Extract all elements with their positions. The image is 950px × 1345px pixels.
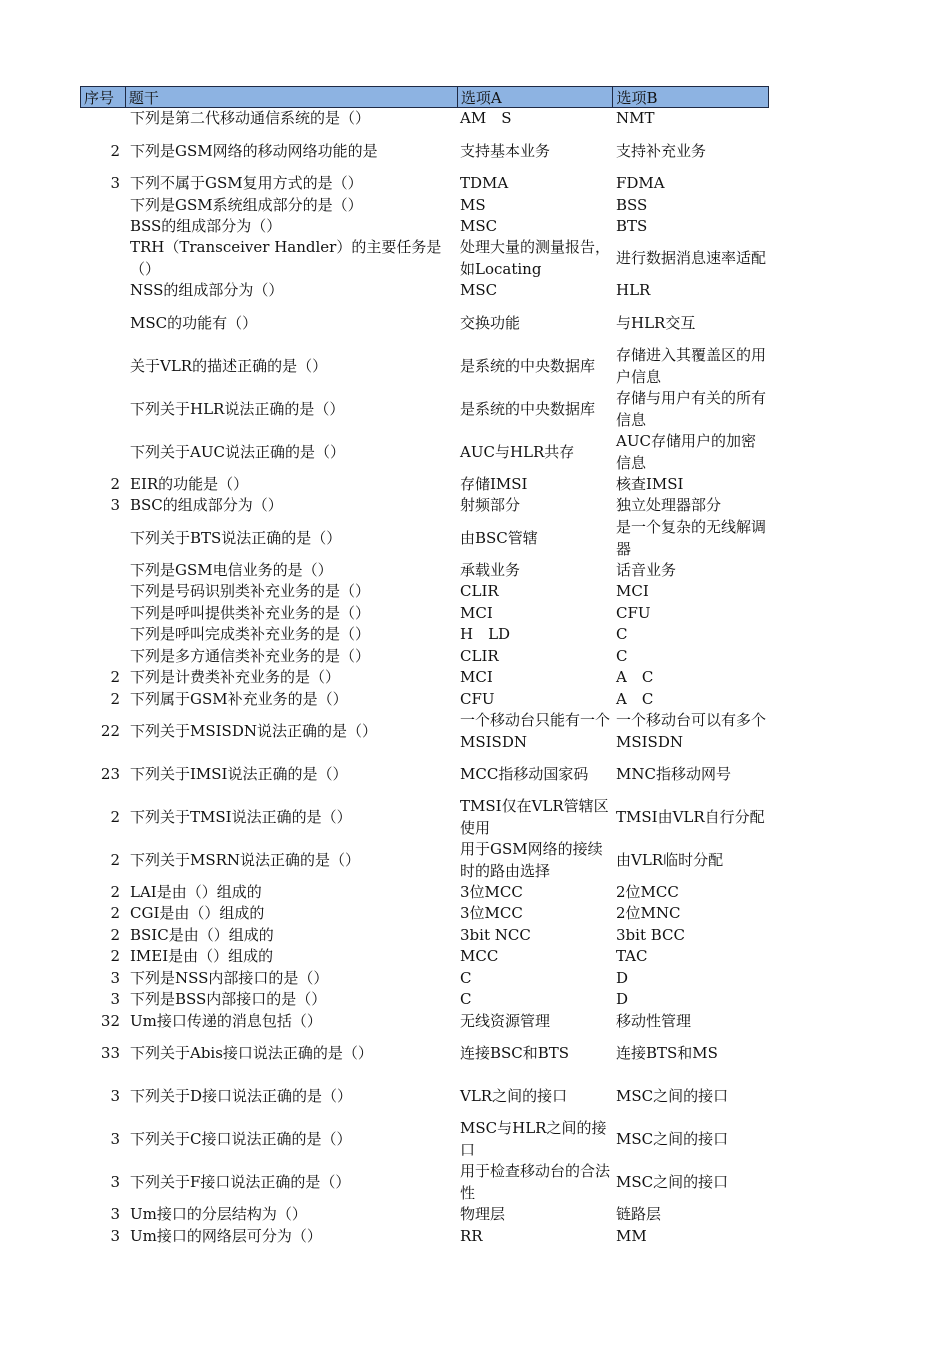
- table-row: [80, 689, 769, 710]
- cell-option-b[interactable]: 移动性管理: [616, 1011, 692, 1030]
- cell-question[interactable]: CGI是由（）组成的: [130, 904, 265, 923]
- cell-no[interactable]: 3: [110, 1086, 120, 1105]
- table-row: [80, 1011, 769, 1032]
- cell-question[interactable]: 下列不属于GSM复用方式的是（）: [130, 174, 363, 193]
- cell-no[interactable]: 3: [110, 174, 120, 193]
- cell-option-b[interactable]: 与HLR交互: [616, 313, 696, 332]
- cell-option-b[interactable]: 2位MNC: [616, 904, 681, 923]
- cell-no[interactable]: 2: [110, 689, 120, 708]
- cell-option-b[interactable]: C: [616, 625, 628, 644]
- table-row: [80, 1204, 769, 1226]
- cell-option-a[interactable]: 射频部分: [460, 496, 521, 515]
- cell-option-b[interactable]: 进行数据消息速率适配: [616, 248, 767, 267]
- cell-question[interactable]: 下列是呼叫提供类补充业务的是（）: [130, 603, 371, 622]
- cell-question[interactable]: 下列是呼叫完成类补充业务的是（）: [130, 625, 371, 644]
- table-row: [80, 173, 769, 195]
- cell-option-b[interactable]: MCI: [616, 582, 649, 601]
- cell-option-a[interactable]: VLR之间的接口: [460, 1086, 568, 1105]
- cell-option-a[interactable]: 存储IMSI: [460, 474, 528, 493]
- cell-option-a[interactable]: 物理层: [460, 1205, 506, 1224]
- cell-option-a[interactable]: 承载业务: [460, 560, 521, 579]
- table-row: [80, 1075, 769, 1118]
- table-row: [80, 946, 769, 968]
- cell-no[interactable]: 2: [110, 474, 120, 493]
- cell-question[interactable]: 下列是多方通信类补充业务的是（）: [130, 646, 371, 665]
- cell-option-b[interactable]: HLR: [616, 281, 651, 300]
- cell-option-b[interactable]: 链路层: [616, 1205, 662, 1224]
- cell-question[interactable]: LAI是由（）组成的: [130, 882, 262, 901]
- cell-no[interactable]: 2: [110, 925, 120, 944]
- table-body: [80, 108, 769, 1247]
- cell-question[interactable]: Um接口的分层结构为（）: [130, 1205, 307, 1224]
- cell-no[interactable]: 2: [110, 807, 120, 826]
- cell-question[interactable]: 下列关于AUC说法正确的是（）: [130, 442, 345, 461]
- header-option-a[interactable]: 选项A: [457, 87, 613, 107]
- cell-no[interactable]: 2: [110, 668, 120, 687]
- cell-option-a[interactable]: CFU: [460, 689, 495, 708]
- cell-no[interactable]: 3: [110, 496, 120, 515]
- cell-option-b[interactable]: NMT: [616, 109, 655, 128]
- cell-option-a[interactable]: 是系统的中央数据库: [460, 399, 596, 418]
- table-row: [80, 345, 769, 388]
- cell-option-a[interactable]: 3bit NCC: [460, 925, 531, 944]
- table-row: [80, 796, 769, 839]
- cell-option-a[interactable]: 一个移动台只能有一个MSISDN: [460, 711, 611, 751]
- cell-option-a[interactable]: 无线资源管理: [460, 1011, 551, 1030]
- cell-option-b[interactable]: 由VLR临时分配: [616, 850, 724, 869]
- table-row: [80, 1226, 769, 1247]
- cell-option-b[interactable]: MSC之间的接口: [616, 1086, 729, 1105]
- cell-option-b[interactable]: TMSI由VLR自行分配: [616, 807, 765, 826]
- cell-question[interactable]: NSS的组成部分为（）: [130, 281, 284, 300]
- cell-option-a[interactable]: 用于检查移动台的合法性: [460, 1162, 611, 1202]
- table-row: [80, 925, 769, 946]
- table-row: [80, 1118, 769, 1161]
- cell-option-b[interactable]: A C: [616, 689, 654, 708]
- cell-option-b[interactable]: 3bit BCC: [616, 925, 685, 944]
- cell-option-b[interactable]: 是一个复杂的无线解调器: [616, 518, 767, 558]
- cell-option-a[interactable]: H LD: [460, 625, 511, 644]
- cell-option-b[interactable]: MSC之间的接口: [616, 1129, 729, 1148]
- cell-option-b[interactable]: AUC存储用户的加密信息: [616, 432, 756, 472]
- cell-no[interactable]: 2: [110, 947, 120, 966]
- cell-option-a[interactable]: MCI: [460, 668, 493, 687]
- table-row: [80, 130, 769, 173]
- cell-option-a[interactable]: 交换功能: [460, 313, 521, 332]
- cell-no[interactable]: 2: [110, 850, 120, 869]
- cell-question[interactable]: 下列是GSM网络的移动网络功能的是: [130, 141, 378, 160]
- cell-option-a[interactable]: 由BSC管辖: [460, 528, 538, 547]
- cell-option-b[interactable]: 存储与用户有关的所有信息: [616, 389, 767, 429]
- header-row: [80, 86, 769, 108]
- cell-option-b[interactable]: BTS: [616, 216, 648, 235]
- table-row: [80, 667, 769, 689]
- cell-no[interactable]: 3: [110, 1226, 120, 1245]
- cell-option-b[interactable]: CFU: [616, 603, 651, 622]
- cell-question[interactable]: 下列关于HLR说法正确的是（）: [130, 399, 345, 418]
- cell-option-a[interactable]: 用于GSM网络的接续时的路由选择: [460, 840, 603, 880]
- cell-option-a[interactable]: CLIR: [460, 582, 499, 601]
- cell-no[interactable]: 3: [110, 990, 120, 1009]
- table-row: [80, 753, 769, 796]
- cell-question[interactable]: 下列关于IMSI说法正确的是（）: [130, 764, 348, 783]
- cell-option-a[interactable]: MSC: [460, 216, 498, 235]
- table-row: [80, 195, 769, 216]
- table-row: [80, 302, 769, 345]
- cell-no[interactable]: 3: [110, 1172, 120, 1191]
- cell-option-b[interactable]: MNC指移动网号: [616, 764, 731, 783]
- cell-question[interactable]: 下列关于MSRN说法正确的是（）: [130, 850, 361, 869]
- header-option-b[interactable]: 选项B: [612, 87, 768, 107]
- table-row: [80, 903, 769, 925]
- cell-no[interactable]: 3: [110, 968, 120, 987]
- cell-question[interactable]: 关于VLR的描述正确的是（）: [130, 356, 328, 375]
- cell-no[interactable]: 2: [110, 904, 120, 923]
- cell-question[interactable]: IMEI是由（）组成的: [130, 947, 274, 966]
- cell-question[interactable]: 下列关于D接口说法正确的是（）: [130, 1086, 353, 1105]
- cell-no[interactable]: 22: [100, 721, 120, 740]
- cell-option-b[interactable]: 2位MCC: [616, 882, 679, 901]
- cell-option-b[interactable]: MM: [616, 1226, 647, 1245]
- table-row: [80, 216, 769, 237]
- cell-option-b[interactable]: MSC之间的接口: [616, 1172, 729, 1191]
- cell-question[interactable]: EIR的功能是（）: [130, 474, 249, 493]
- cell-option-a[interactable]: RR: [460, 1226, 483, 1245]
- cell-question[interactable]: MSC的功能有（）: [130, 313, 258, 332]
- cell-question[interactable]: 下列是第二代移动通信系统的是（）: [130, 109, 371, 128]
- table-row: [80, 989, 769, 1011]
- cell-no[interactable]: 2: [110, 141, 120, 160]
- cell-no[interactable]: 2: [110, 882, 120, 901]
- cell-question[interactable]: 下列属于GSM补充业务的是（）: [130, 689, 348, 708]
- cell-option-a[interactable]: MCC指移动国家码: [460, 764, 589, 783]
- cell-question[interactable]: 下列是GSM系统组成部分的是（）: [130, 195, 363, 214]
- cell-option-a[interactable]: 连接BSC和BTS: [460, 1043, 570, 1062]
- cell-question[interactable]: TRH（Transceiver Handler）的主要任务是（）: [130, 238, 442, 278]
- table-row: [80, 603, 769, 624]
- table-row: [80, 839, 769, 882]
- table-row: [80, 517, 769, 560]
- cell-option-b[interactable]: TAC: [616, 947, 648, 966]
- cell-question[interactable]: Um接口传递的消息包括（）: [130, 1011, 322, 1030]
- cell-question[interactable]: 下列是NSS内部接口的是（）: [130, 968, 329, 987]
- table-row: [80, 560, 769, 581]
- cell-option-a[interactable]: 3位MCC: [460, 904, 523, 923]
- cell-option-a[interactable]: TDMA: [460, 174, 509, 193]
- cell-no[interactable]: 3: [110, 1129, 120, 1148]
- cell-no[interactable]: 32: [100, 1011, 120, 1030]
- cell-question[interactable]: 下列是BSS内部接口的是（）: [130, 990, 327, 1009]
- cell-question[interactable]: 下列关于Abis接口说法正确的是（）: [130, 1043, 373, 1062]
- table-row: [80, 646, 769, 667]
- cell-option-b[interactable]: D: [616, 990, 629, 1009]
- cell-option-b[interactable]: A C: [616, 668, 654, 687]
- table-row: [80, 882, 769, 903]
- cell-question[interactable]: 下列关于TMSI说法正确的是（）: [130, 807, 352, 826]
- cell-question[interactable]: BSIC是由（）组成的: [130, 925, 274, 944]
- cell-option-b[interactable]: 连接BTS和MS: [616, 1043, 718, 1062]
- table-row: [80, 710, 769, 753]
- spreadsheet: [80, 86, 769, 1247]
- cell-option-a[interactable]: 处理大量的测量报告，如Locating: [460, 238, 611, 278]
- cell-no[interactable]: 3: [110, 1205, 120, 1224]
- cell-question[interactable]: 下列是GSM电信业务的是（）: [130, 560, 333, 579]
- table-row: [80, 474, 769, 495]
- table-row: [80, 1161, 769, 1204]
- cell-no[interactable]: 33: [100, 1043, 120, 1062]
- header-stem[interactable]: 题干: [125, 87, 457, 107]
- cell-option-a[interactable]: C: [460, 968, 472, 987]
- cell-question[interactable]: BSS的组成部分为（）: [130, 216, 282, 235]
- cell-option-a[interactable]: 3位MCC: [460, 882, 523, 901]
- cell-question[interactable]: 下列关于F接口说法正确的是（）: [130, 1172, 351, 1191]
- cell-option-a[interactable]: 是系统的中央数据库: [460, 356, 596, 375]
- table-row: [80, 1032, 769, 1075]
- cell-option-a[interactable]: 支持基本业务: [460, 141, 551, 160]
- table-row: [80, 624, 769, 646]
- cell-option-a[interactable]: CLIR: [460, 646, 499, 665]
- cell-option-a[interactable]: AUC与HLR共存: [460, 442, 575, 461]
- header-no[interactable]: 序号: [84, 89, 115, 107]
- cell-option-a[interactable]: MS: [460, 195, 486, 214]
- table-row: [80, 968, 769, 989]
- cell-question[interactable]: Um接口的网络层可分为（）: [130, 1226, 322, 1245]
- cell-option-b[interactable]: 话音业务: [616, 560, 677, 579]
- cell-option-a[interactable]: TMSI仅在VLR管辖区使用: [460, 797, 609, 837]
- table-row: [80, 581, 769, 603]
- cell-option-a[interactable]: MCC: [460, 947, 499, 966]
- cell-no[interactable]: 23: [100, 764, 120, 783]
- table-row: [80, 388, 769, 431]
- table-row: [80, 108, 769, 130]
- cell-question[interactable]: 下列关于MSISDN说法正确的是（）: [130, 721, 377, 740]
- cell-option-b[interactable]: C: [616, 646, 628, 665]
- table-row: [80, 431, 769, 474]
- cell-question[interactable]: 下列关于BTS说法正确的是（）: [130, 528, 342, 547]
- cell-option-b[interactable]: 存储进入其覆盖区的用户信息: [616, 346, 767, 386]
- table-row: [80, 280, 769, 302]
- cell-option-a[interactable]: MSC与HLR之间的接口: [460, 1119, 607, 1159]
- cell-option-a[interactable]: AM S: [460, 109, 512, 128]
- cell-option-b[interactable]: 一个移动台可以有多个MSISDN: [616, 711, 767, 751]
- table-row: [80, 237, 769, 280]
- cell-question[interactable]: BSC的组成部分为（）: [130, 496, 283, 515]
- cell-option-b[interactable]: FDMA: [616, 174, 665, 193]
- cell-question[interactable]: 下列关于C接口说法正确的是（）: [130, 1129, 352, 1148]
- cell-option-b[interactable]: BSS: [616, 195, 648, 214]
- table-row: [80, 495, 769, 517]
- cell-option-b[interactable]: 支持补充业务: [616, 141, 707, 160]
- cell-option-a[interactable]: MCI: [460, 603, 493, 622]
- cell-option-b[interactable]: D: [616, 968, 629, 987]
- cell-option-a[interactable]: MSC: [460, 281, 498, 300]
- cell-option-b[interactable]: 独立处理器部分: [616, 496, 722, 515]
- cell-option-b[interactable]: 核查IMSI: [616, 474, 684, 493]
- cell-option-a[interactable]: C: [460, 990, 472, 1009]
- cell-question[interactable]: 下列是计费类补充业务的是（）: [130, 668, 341, 687]
- cell-question[interactable]: 下列是号码识别类补充业务的是（）: [130, 582, 371, 601]
